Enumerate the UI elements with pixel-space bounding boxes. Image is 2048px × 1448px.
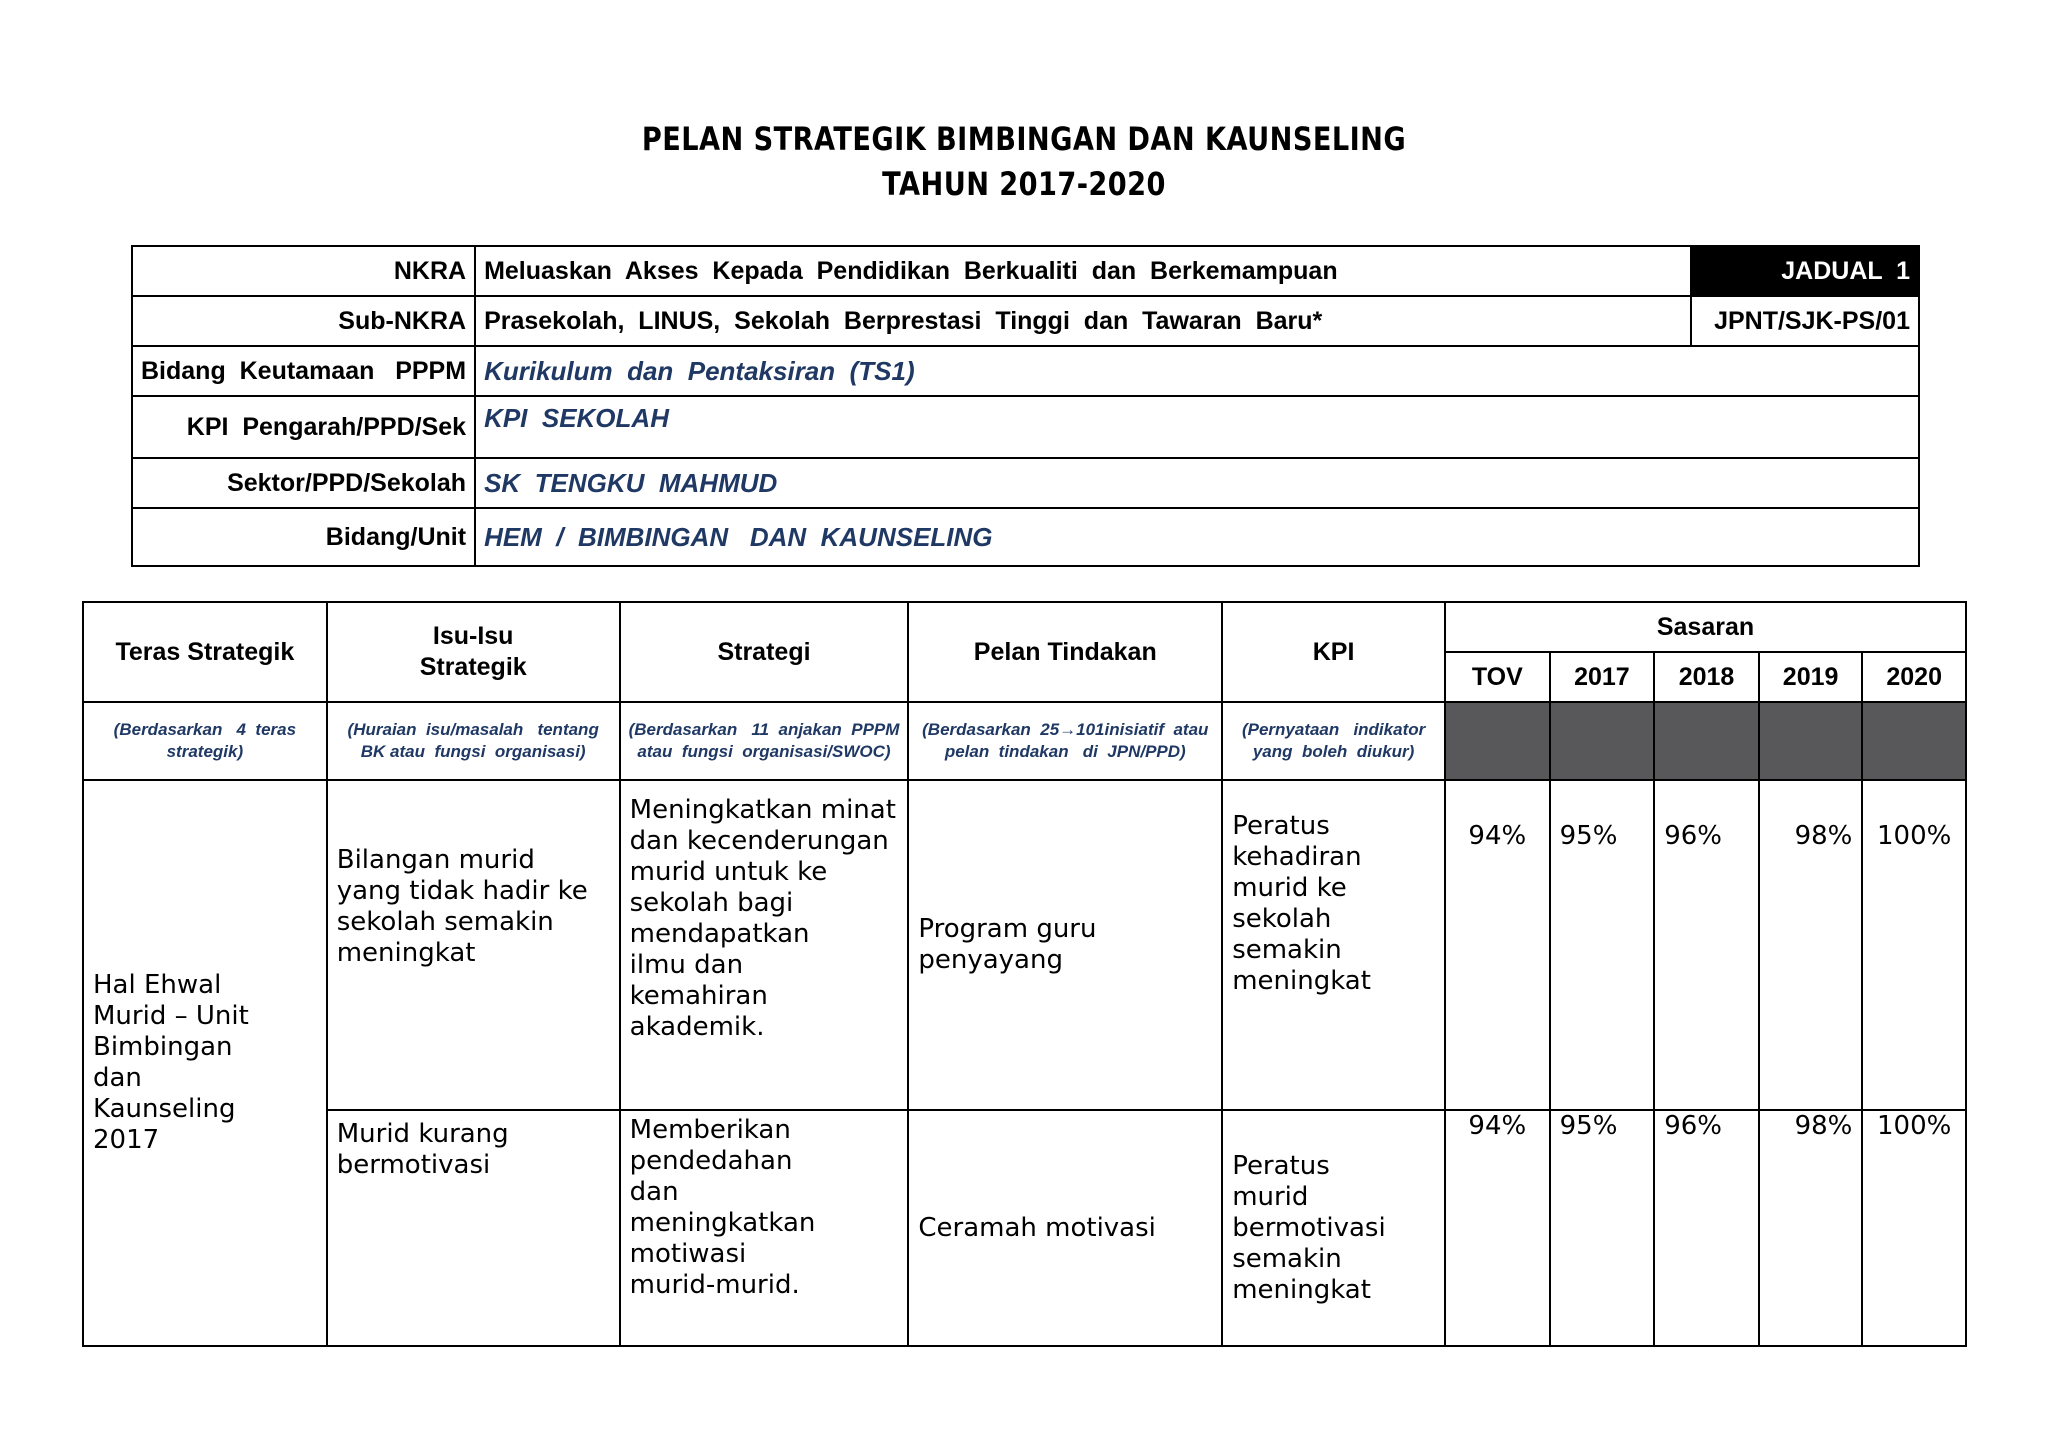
- info-table: [131, 245, 1920, 567]
- sektor-value: SK TENGKU MAHMUD: [475, 458, 1919, 508]
- header-pelan: Pelan Tindakan: [908, 602, 1222, 702]
- shaded-cell: [1759, 702, 1863, 780]
- teras-value: Hal Ehwal Murid – Unit Bimbingan dan Kaunseling 2017: [83, 780, 327, 1346]
- target-2018: 96%: [1654, 780, 1759, 1110]
- sektor-label: Sektor/PPD/Sekolah: [132, 458, 475, 508]
- header-year-2020: 2020: [1862, 652, 1966, 702]
- header-sasaran: Sasaran: [1445, 602, 1966, 652]
- target-2019: 98%: [1759, 1110, 1863, 1346]
- jadual-badge: JADUAL 1: [1691, 246, 1919, 296]
- shaded-cell: [1862, 702, 1966, 780]
- strategy-table: [82, 601, 1967, 1347]
- kpi-label: KPI Pengarah/PPD/Sek: [132, 396, 475, 458]
- document-subtitle: TAHUN 2017-2020: [882, 165, 1166, 203]
- hint-isu: (Huraian isu/masalah tentang BK atau fungsi organisasi): [327, 702, 620, 780]
- target-2020: 100%: [1862, 780, 1966, 1110]
- target-2019: 98%: [1759, 780, 1863, 1110]
- row-strategi: Memberikan pendedahan dan meningkatkan motiwasi murid-murid.: [620, 1110, 909, 1346]
- bidang-label: Bidang Keutamaan PPPM: [132, 346, 475, 396]
- kpi-value: KPI SEKOLAH: [475, 396, 1919, 458]
- shaded-cell: [1550, 702, 1655, 780]
- shaded-cell: [1654, 702, 1759, 780]
- hint-teras: (Berdasarkan 4 teras strategik): [83, 702, 327, 780]
- bidang-value: Kurikulum dan Pentaksiran (TS1): [475, 346, 1919, 396]
- header-strategi: Strategi: [620, 602, 909, 702]
- target-2017: 95%: [1550, 780, 1655, 1110]
- header-teras: Teras Strategik: [83, 602, 327, 702]
- subnkra-label: Sub-NKRA: [132, 296, 475, 346]
- row-pelan: Program guru penyayang: [908, 780, 1222, 1110]
- target-tov: 94%: [1445, 1110, 1550, 1346]
- header-year-2019: 2019: [1759, 652, 1863, 702]
- document-title: PELAN STRATEGIK BIMBINGAN DAN KAUNSELING: [641, 120, 1407, 158]
- target-2017: 95%: [1550, 1110, 1655, 1346]
- row-isu: Bilangan murid yang tidak hadir ke sekolah semakin meningkat: [327, 780, 620, 1110]
- subnkra-value: Prasekolah, LINUS, Sekolah Berprestasi Tinggi dan Tawaran Baru*: [475, 296, 1691, 346]
- nkra-value: Meluaskan Akses Kepada Pendidikan Berkualiti dan Berkemampuan: [475, 246, 1691, 296]
- target-2020: 100%: [1862, 1110, 1966, 1346]
- row-kpi: Peratus murid bermotivasi semakin meningkat: [1222, 1110, 1445, 1346]
- target-2018: 96%: [1654, 1110, 1759, 1346]
- header-year-2018: 2018: [1654, 652, 1759, 702]
- target-tov: 94%: [1445, 780, 1550, 1110]
- unit-value: HEM / BIMBINGAN DAN KAUNSELING: [475, 508, 1919, 566]
- shaded-cell: [1445, 702, 1550, 780]
- hint-strategi: (Berdasarkan 11 anjakan PPPM atau fungsi organisasi/SWOC): [620, 702, 909, 780]
- unit-label: Bidang/Unit: [132, 508, 475, 566]
- hint-pelan: (Berdasarkan 25→101inisiatif atau pelan tindakan di JPN/PPD): [908, 702, 1222, 780]
- row-isu: Murid kurang bermotivasi: [327, 1110, 620, 1346]
- header-isu: Isu-Isu Strategik: [327, 602, 620, 702]
- reference-code: JPNT/SJK-PS/01: [1691, 296, 1919, 346]
- header-year-tov: TOV: [1445, 652, 1550, 702]
- header-year-2017: 2017: [1550, 652, 1655, 702]
- row-kpi: Peratus kehadiran murid ke sekolah semakin meningkat: [1222, 780, 1445, 1110]
- header-kpi: KPI: [1222, 602, 1445, 702]
- nkra-label: NKRA: [132, 246, 475, 296]
- hint-kpi: (Pernyataan indikator yang boleh diukur): [1222, 702, 1445, 780]
- row-strategi: Meningkatkan minat dan kecenderungan murid untuk ke sekolah bagi mendapatkan ilmu dan kemahiran akademik.: [620, 780, 909, 1110]
- row-pelan: Ceramah motivasi: [908, 1110, 1222, 1346]
